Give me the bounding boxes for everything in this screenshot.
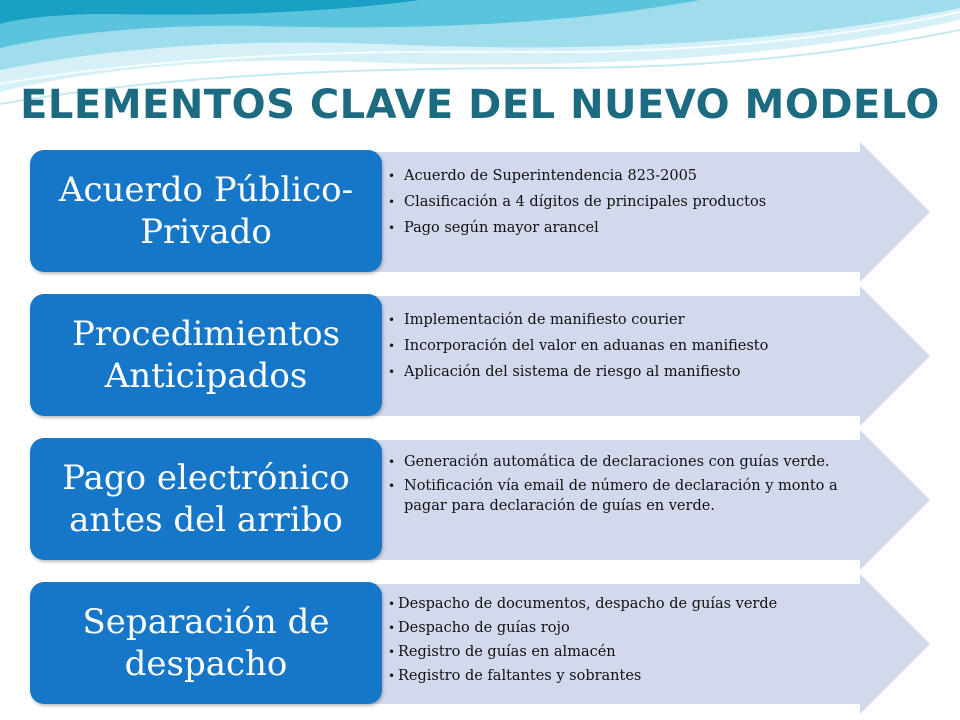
list-item: • Clasificación a 4 dígitos de principales productos	[388, 194, 767, 210]
list-item: • Generación automática de declaraciones con guías verde.	[388, 454, 830, 470]
row-acuerdo	[0, 142, 960, 282]
label-text: Separación de despacho	[82, 602, 330, 684]
label-text: Acuerdo Público-Privado	[58, 170, 354, 252]
label-box	[30, 582, 382, 704]
list-item: • Registro de guías en almacén	[388, 644, 616, 660]
list-item: • Despacho de documentos, despacho de guías verde	[388, 596, 778, 612]
bullet-list	[388, 310, 874, 388]
label-box	[30, 150, 382, 272]
list-item: • Incorporación del valor en aduanas en manifiesto	[388, 338, 769, 354]
label-box	[30, 294, 382, 416]
label-box	[30, 438, 382, 560]
row-separacion	[0, 574, 960, 714]
bullet-list	[388, 166, 874, 244]
list-item: • Acuerdo de Superintendencia 823-2005	[388, 168, 698, 184]
label-text: Pago electrónico antes del arribo	[62, 458, 350, 540]
list-item: • Registro de faltantes y sobrantes	[388, 668, 642, 684]
list-item: • Aplicación del sistema de riesgo al manifiesto	[388, 364, 741, 380]
row-pago	[0, 430, 960, 570]
bullet-list	[388, 452, 874, 520]
list-item: • Implementación de manifiesto courier	[388, 312, 685, 328]
list-item: • Notificación vía email de número de declaración y monto a pagar para declaración de guías en verde.	[388, 478, 838, 514]
row-procedimientos	[0, 286, 960, 426]
list-item: • Despacho de guías rojo	[388, 620, 570, 636]
slide-title: ELEMENTOS CLAVE DEL NUEVO MODELO	[20, 82, 940, 128]
label-text: Procedimientos Anticipados	[71, 314, 341, 396]
bullet-list	[388, 594, 878, 690]
list-item: • Pago según mayor arancel	[388, 220, 599, 236]
